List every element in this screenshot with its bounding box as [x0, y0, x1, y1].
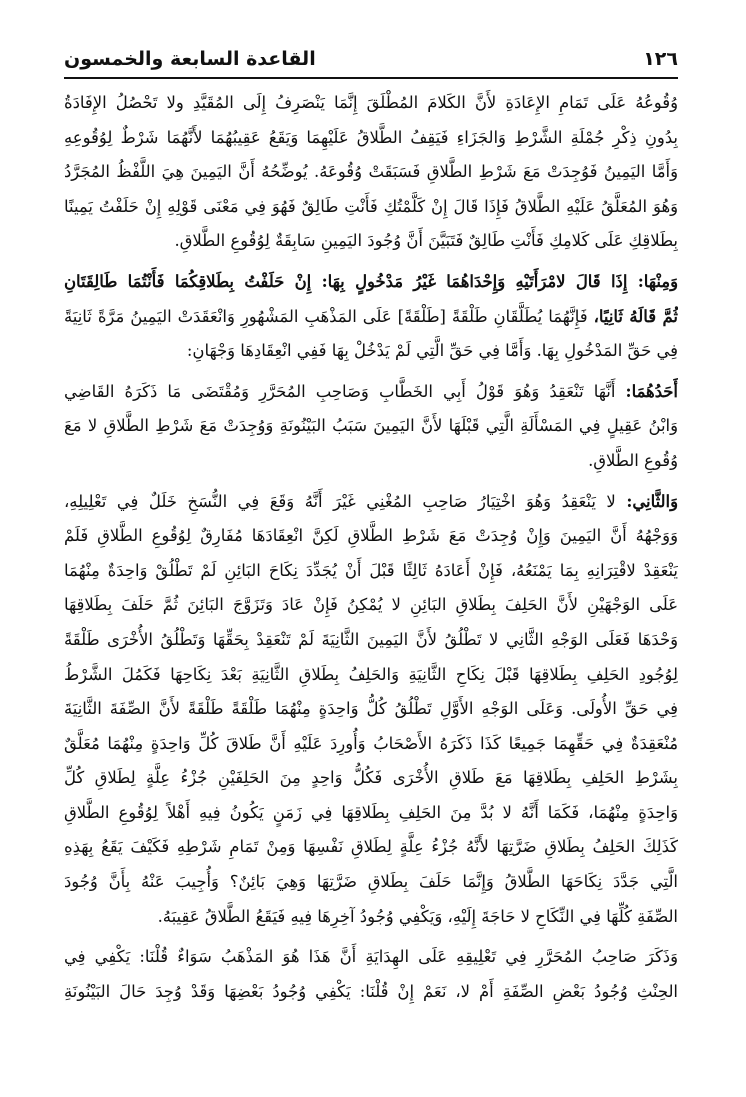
page-body [64, 86, 678, 1009]
chapter-title: القاعدة السابعة والخمسون [64, 48, 316, 70]
text-line: وُقُوعِ الطَّلاقِ. [588, 450, 678, 470]
text-line: بِطَلاقِكِ عَلَى كَلامِكِ فَأَنْتِ طَالِقٌ فَتَبَيَّنَ أَنَّ وُجُودَ اليَمِينِ سَابِقَةٌ لِوُقُوعِ الطَّلاقِ. [174, 231, 678, 251]
text-line: فِي حَقِّ المَدْخُولِ بِهَا. وَأَمَّا فِي حَقِّ الَّتِي لَمْ يَدْخُلْ بِهَا فَفِي انْعِقَادِهَا وَجْهَانِ: [186, 341, 678, 361]
text-line: وَالثَّانِي: لا يَنْعَقِدُ وَهُوَ اخْتِيَارُ صَاحِبِ المُغْنِي غَيْرَ أَنَّهُ وَقَعَ فِي النُّسَخِ خَلَلٌ فِي تَعْلِيلِهِ، [64, 491, 678, 511]
text-line: الَّتِي جَدَّدَ نِكَاحَهَا الطَّلاقُ وَإِنَّمَا حَلَفَ بِطَلاقِ ضَرَّتِهَا وَهِيَ بَائِنٌ؟ وَأُجِيبَ عَنْهُ بِأَنَّ وُجُودَ [64, 872, 678, 892]
paragraph-3 [64, 375, 678, 479]
text-line: وَابْنُ عَقِيلٍ فِي المَسْأَلَةِ الَّتِي قَبْلَهَا لأَنَّ اليَمِينَ سَبَبُ البَيْنُونَةِ وَوُجِدَتْ مَعَ شَرْطِ الطَّلاقِ لا مَعَ [64, 416, 678, 436]
page-number: ١٢٦ [643, 48, 678, 70]
text-line: كَذَلِكَ الحَلِفُ بِطَلاقِ ضَرَّتِهَا لأَنَّهُ جُزْءُ عِلَّةٍ لِطَلاقِ نَفْسِهَا وَمِنْ تَمَامِ شَرْطِهِ فَكَيْفَ يَقَعُ بِهَذِهِ [64, 837, 678, 857]
text-line: وُقُوعُهُ عَلَى تَمَامِ الإِعَادَةِ لأَنَّ الكَلامَ المُطْلَقَ إِنَّمَا يَنْصَرِفُ إِلَى المُقَيَّدِ ولا تَحْصُلُ الإِفَادَةُ [64, 93, 678, 112]
text-line: وَاحِدَةٍ مِنْهُمَا، فَكَمَا أَنَّهُ لا بُدَّ مِنَ الحَلِفِ بِطَلاقِهَا فِي زَمَنٍ يَكُونُ فِيهِ أَهْلاً لِوُقُوعِ الطَّلاقِ [64, 802, 678, 822]
bold-run: أَحَدُهُمَا: [625, 381, 678, 401]
text-line: وَوَجْهُهُ أَنَّ اليَمِينَ وَإِنْ وُجِدَتْ مَعَ شَرْطِ الطَّلاقِ لَكِنَّ انْعِقَادَهَا مُفَارِقٌ لِوُقُوعِ الطَّلاقِ فَلَمْ [64, 526, 678, 546]
header-divider [64, 77, 678, 79]
paragraph-4 [64, 485, 678, 935]
running-header [64, 44, 678, 74]
text-line: بِشَرْطِ الحَلِفِ بِطَلاقِهَا مَعَ طَلاقِ الأُخْرَى فَكُلُّ وَاحِدٍ مِنَ الحَلِفَيْنِ جُزْءُ عِلَّةٍ لِطَلاقِ كُلِّ [64, 768, 678, 788]
text-line: يَنْعَقِدْ لاقْتِرَانِهِ بِمَا يَمْنَعُهُ، فَإِنْ أَعَادَهُ ثَالِثًا قَبْلَ أَنْ يُجَدِّدَ نِكَاحَ البَائِنِ لَمْ تَطْلُقْ وَاحِدَةٌ مِنْهُمَا [64, 560, 678, 580]
text-line: فِي حَقِّ الأُولَى. وَعَلَى الوَجْهِ الأَوَّلِ تَطْلُقُ كُلُّ وَاحِدَةٍ مِنْهُمَا طَلْقَةً طَلْقَةً لأَنَّ الصِّفَةَ الثَّانِيَةَ [64, 699, 678, 719]
text-line: الصِّفَةِ كُلِّهَا فِي النِّكَاحِ لا حَاجَةَ إِلَيْهِ، وَيَكْفِي وُجُودُ آخِرِهَا فِيهِ فَيَقَعُ الطَّلاقُ عَقِيبَهُ. [157, 906, 678, 926]
text-line: أَحَدُهُمَا: أَنَّهَا تَنْعَقِدُ وَهُوَ قَوْلُ أَبِي الخَطَّابِ وَصَاحِبِ المُحَرَّرِ وَمُقْتَضَى مَا ذَكَرَهُ القَاضِي [64, 381, 678, 401]
text-line [64, 265, 678, 300]
text-line: وَأَمَّا اليَمِينُ فَوُجِدَتْ مَعَ شَرْطِ الطَّلاقِ فَسَبَقَتْ وُقُوعَهُ. يُوضِّحُهُ أَنَّ اليَمِينَ هِيَ اللَّفْظُ المُجَرَّدُ [64, 162, 678, 182]
paragraph-1 [64, 86, 678, 259]
bold-run: ثُمَّ قَالَهُ ثَانِيًا، [593, 306, 678, 326]
text-line: الحِنْثِ وُجُودُ بَعْضِ الصِّفَةِ أَمْ لا، نَعَمْ إِنْ قُلْنَا: يَكْفِي وُجُودُ بَعْضِهَا وَقَدْ وُجِدَ حَالَ البَيْنُونَةِ [64, 981, 678, 1001]
paragraph-5 [64, 940, 678, 1009]
bold-run: وَالثَّانِي: [626, 491, 678, 511]
paragraph-2 [64, 265, 678, 369]
text-line: مُنْعَقِدَةٌ فِي حَقِّهِمَا جَمِيعًا كَذَا ذَكَرَهُ الأَصْحَابُ وَأُورِدَ عَلَيْهِ أَنَّ طَلاقَ كُلِّ وَاحِدَةٍ مِنْهُمَا مُعَلَّقٌ [64, 733, 678, 753]
text-line: وَذَكَرَ صَاحِبُ المُحَرَّرِ فِي تَعْلِيقِهِ عَلَى الهِدَايَةِ أَنَّ هَذَا هُوَ المَذْهَبُ سَوَاءٌ قُلْنَا: يَكْفِي فِي [64, 947, 678, 967]
text-line: وَهُوَ المُعَلَّقُ عَلَيْهِ الطَّلاقُ فَإِذَا قَالَ إِنْ كَلَّمْتُكِ فَأَنْتِ طَالِقٌ فَهُوَ فِي مَعْنَى قَوْلِهِ إِنْ حَلَفْتُ يَمِينًا [64, 196, 678, 216]
bold-run: وَمِنْهَا: إِذَا قَالَ لامْرَأَتَيْهِ وَإِحْدَاهُمَا غَيْرُ مَدْخُولٍ بِهَا: إِنْ حَلَفْتُ بِطَلاقِكُمَا فَأَنْتُمَا طَالِقَتَانِ [64, 271, 678, 291]
text-line: عَلَى الوَجْهَيْنِ لأَنَّ الحَلِفَ بِطَلاقِ البَائِنِ لا يُمْكِنُ فَإِنْ عَادَ وَتَزَوَّجَ البَائِنَ ثُمَّ حَلَفَ بِطَلاقِهَا [64, 595, 678, 615]
text-line: وَحْدَهَا فَعَلَى الوَجْهِ الثَّانِي لا تَطْلُقُ لأَنَّ اليَمِينَ الثَّانِيَةَ لَمْ تَنْعَقِدْ بِحَقِّهَا وَتَطْلُقُ الأُخْرَى طَلْقَةً [64, 629, 678, 649]
text-line: ثُمَّ قَالَهُ ثَانِيًا، فَإِنَّهُمَا يُطَلَّقَانِ طَلْقَةً [طَلْقَةً] عَلَى المَذْهَبِ المَشْهُورِ وَانْعَقَدَتْ اليَمِينُ مَرَّةً ثَانِيَةً [64, 306, 678, 326]
text-line: لِوُجُودِ الحَلِفِ بِطَلاقِهَا قَبْلَ نِكَاحِ الثَّانِيَةِ وَالحَلِفُ بِطَلاقِ الثَّانِيَةِ بَعْدَ نِكَاحِهَا فَكَمُلَ الشَّرْطُ [64, 664, 678, 684]
text-line: بِدُونِ ذِكْرِ جُمْلَةِ الشَّرْطِ وَالجَزَاءِ فَيَقِفُ الطَّلاقُ عَلَيْهِمَا وَيَقَعُ عَقِيبُهُمَا لأَنَّهُمَا شَرْطٌ لِوُقُوعِهِ [64, 127, 678, 147]
